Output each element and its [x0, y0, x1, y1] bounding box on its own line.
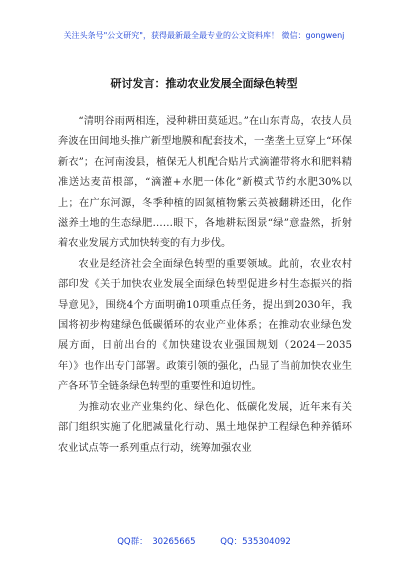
paragraph: “清明谷雨两相连，浸种耕田莫延迟。”在山东青岛，农技人员奔波在田间地头推广新型地膜和配套技术，一垄垄土豆穿上“环保新衣”；在河南浚县，植保无人机配合贴片式滴灌带将水和肥料精准送达麦苗根部，“滴灌+水肥一体化”新模式节约水肥30%以上；在广东河源，冬季种植的固氮植物紫云英被翻耕还田，化作滋养土地的生态绿肥……眼下，各地耕耘图景“绿”意盎然，折射着农业发展方式加快转变的有力步伐。 — [58, 116, 352, 250]
paragraph: 农业是经济社会全面绿色转型的重要领域。此前，农业农村部印发《关于加快农业发展全面绿色转型促进乡村生态振兴的指导意见》，围绕4个方面明确10项重点任务，提出到2030年，我国将初步构建绿色低碳循环的农业产业体系；在推动农业绿色发展方面，日前出台的《加快建设农业强国规划（2024－2035年）》也作出专门部署。政策引领的强化，凸显了当前加快农业生产各环节全链条绿色转型的重要性和迫切性。 — [58, 258, 352, 393]
paragraph: 为推动农业产业集约化、绿色化、低碳化发展，近年来有关部门组织实施了化肥减量化行动、黑土地保护工程绿色种养循环农业试点等一系列重点行动，统筹加强农业 — [58, 401, 352, 454]
footer-qq-number: QQ：535304092 — [220, 537, 291, 547]
footer-contact — [0, 535, 408, 547]
document-body — [58, 112, 352, 459]
footer-qq-group: QQ群： 30265665 — [117, 537, 196, 547]
document-title: 研讨发言：推动农业发展全面绿色转型 — [110, 77, 298, 90]
header-banner: 关注头条号"公文研究"，获得最新最全最专业的公文资料库！ 微信：gongwenj — [63, 31, 345, 40]
